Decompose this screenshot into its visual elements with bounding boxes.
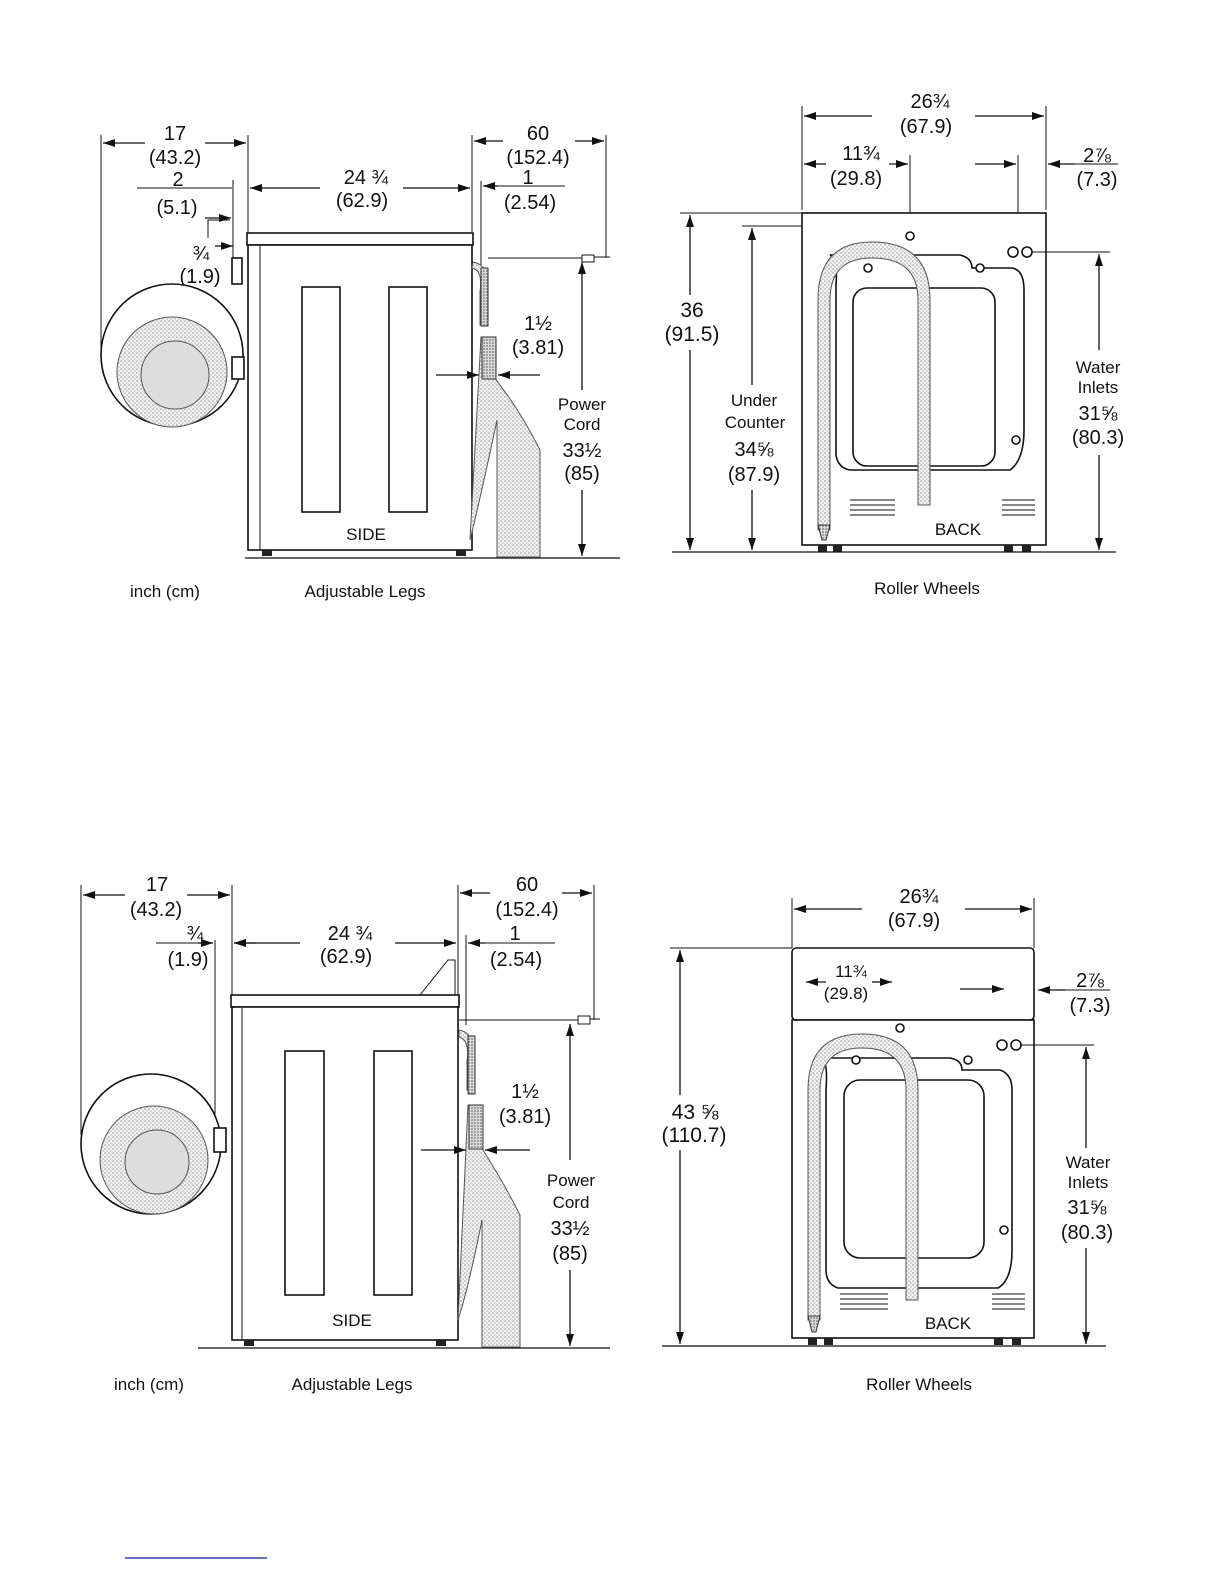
top-side-cord-len-in: 60 — [526, 123, 550, 145]
top-side-rear-cm: (2.54) — [503, 192, 557, 214]
bottom-power-cord-label2: Cord — [552, 1193, 590, 1212]
top-water-inlets-cm: (80.3) — [1071, 427, 1125, 449]
top-back-view-label: BACK — [934, 520, 982, 539]
bottom-legs-label: Adjustable Legs — [291, 1375, 413, 1394]
bottom-water-inlets-in: 31⅝ — [1067, 1197, 1107, 1219]
bottom-water-inlets-cm: (80.3) — [1060, 1222, 1114, 1244]
bottom-wheels-label: Roller Wheels — [866, 1375, 972, 1394]
bottom-back-width-cm: (67.9) — [887, 910, 941, 932]
top-side-cabinet-in: 24 ¾ — [343, 167, 389, 189]
bottom-side-cord-len-in: 60 — [515, 874, 539, 896]
top-back-view — [665, 91, 1125, 598]
top-back-width-cm: (67.9) — [899, 116, 953, 138]
top-back-left-offset-in: 11¾ — [842, 143, 880, 165]
bottom-power-cord-label1: Power — [546, 1171, 596, 1190]
top-side-depth-in: 17 — [163, 123, 187, 145]
bottom-back-view — [662, 886, 1114, 1394]
top-side-cord-len-cm: (152.4) — [506, 147, 570, 169]
bottom-back-right-offset-in: 2⅞ — [1076, 970, 1104, 992]
bottom-side-knob-cm: (1.9) — [167, 949, 209, 971]
top-side-hose-in: 1½ — [524, 313, 552, 335]
top-side-view-label: SIDE — [346, 525, 386, 544]
top-back-right-offset-in: 2⅞ — [1083, 145, 1111, 167]
bottom-back-left-offset-cm: (29.8) — [823, 984, 869, 1003]
bottom-side-cord-len-cm: (152.4) — [495, 899, 559, 921]
bottom-back-width-in: 26¾ — [899, 886, 939, 908]
bottom-side-depth-in: 17 — [145, 874, 169, 896]
bottom-water-inlets-label2: Inlets — [1067, 1173, 1109, 1192]
top-side-view — [101, 123, 620, 601]
bottom-back-height-cm: (110.7) — [661, 1124, 727, 1147]
top-side-depth-cm: (43.2) — [148, 147, 202, 169]
bottom-back-left-offset-in: 11¾ — [835, 962, 867, 981]
bottom-side-cabinet-cm: (62.9) — [319, 946, 373, 968]
bottom-side-view-label: SIDE — [332, 1311, 372, 1330]
top-power-cord-label1: Power — [557, 395, 607, 414]
top-water-inlets-label1: Water — [1075, 358, 1121, 377]
top-side-door-cm: (5.1) — [156, 197, 198, 219]
top-units-label: inch (cm) — [130, 582, 200, 601]
top-wheels-label: Roller Wheels — [874, 579, 980, 598]
top-side-rear-in: 1 — [522, 167, 534, 189]
top-under-counter-label1: Under — [730, 391, 778, 410]
top-power-cord-cm: (85) — [564, 463, 600, 485]
top-under-counter-in: 34⅝ — [734, 439, 774, 461]
bottom-water-inlets-label1: Water — [1065, 1153, 1111, 1172]
top-power-cord-in: 33½ — [562, 440, 602, 462]
top-back-right-offset-cm: (7.3) — [1076, 169, 1118, 191]
top-side-door-in: 2 — [172, 169, 184, 191]
bottom-side-rear-in: 1 — [509, 923, 521, 945]
top-back-left-offset-cm: (29.8) — [829, 168, 883, 190]
top-water-inlets-label2: Inlets — [1077, 378, 1119, 397]
bottom-side-depth-cm: (43.2) — [129, 899, 183, 921]
top-side-knob-cm: (1.9) — [179, 266, 221, 288]
bottom-units-label: inch (cm) — [114, 1375, 184, 1394]
bottom-back-right-offset-cm: (7.3) — [1069, 995, 1111, 1017]
top-under-counter-cm: (87.9) — [727, 464, 781, 486]
bottom-back-height-in: 43 ⅝ — [671, 1101, 719, 1124]
bottom-power-cord-cm: (85) — [552, 1243, 588, 1265]
top-back-height-in: 36 — [680, 299, 704, 322]
top-back-height-cm: (91.5) — [664, 323, 720, 346]
bottom-side-knob-in: ¾ — [186, 923, 204, 945]
bottom-back-view-label: BACK — [924, 1314, 972, 1333]
top-side-knob-in: ¾ — [192, 243, 210, 265]
bottom-side-view — [81, 874, 610, 1394]
top-side-hose-cm: (3.81) — [511, 337, 565, 359]
bottom-power-cord-in: 33½ — [550, 1218, 590, 1240]
top-legs-label: Adjustable Legs — [304, 582, 426, 601]
bottom-side-hose-cm: (3.81) — [498, 1106, 552, 1128]
top-under-counter-label2: Counter — [724, 413, 786, 432]
top-power-cord-label2: Cord — [563, 415, 601, 434]
bottom-side-hose-in: 1½ — [511, 1081, 539, 1103]
bottom-side-rear-cm: (2.54) — [489, 949, 543, 971]
top-water-inlets-in: 31⅝ — [1078, 403, 1118, 425]
top-back-width-in: 26¾ — [910, 91, 950, 113]
top-side-cabinet-cm: (62.9) — [335, 190, 389, 212]
bottom-side-cabinet-in: 24 ¾ — [327, 923, 373, 945]
